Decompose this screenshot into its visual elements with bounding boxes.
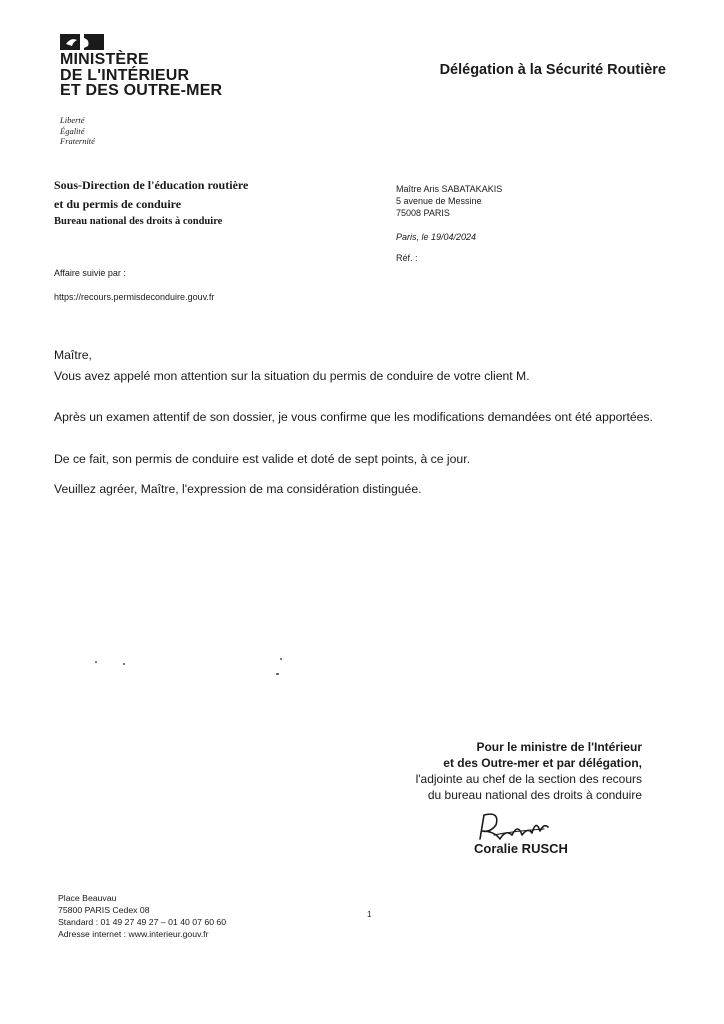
letter-date: Paris, le 19/04/2024 xyxy=(396,232,477,242)
motto-fraternite: Fraternité xyxy=(60,136,95,146)
recipient-street: 5 avenue de Messine xyxy=(396,196,482,206)
salutation: Maître, xyxy=(54,348,92,362)
ministry-name xyxy=(60,52,222,99)
scan-speck xyxy=(123,663,125,665)
ministry-line-2: DE L'INTÉRIEUR xyxy=(60,66,190,84)
bureau-name: Bureau national des droits à conduire xyxy=(54,216,223,227)
footer-address xyxy=(58,892,226,940)
scan-speck xyxy=(95,661,97,663)
republic-motto xyxy=(60,115,95,147)
affaire-label: Affaire suivie par : xyxy=(54,268,126,278)
motto-egalite: Égalité xyxy=(60,125,85,136)
paragraph-3: De ce fait, son permis de conduire est valide et doté de sept points, à ce jour. xyxy=(54,452,470,466)
motto-liberte: Liberté xyxy=(60,115,85,125)
footer-line-2: 75800 PARIS Cedex 08 xyxy=(58,905,150,915)
signature-line-1: Pour le ministre de l'Intérieur xyxy=(476,740,642,754)
subdirection-line-1: Sous-Direction de l'éducation routière xyxy=(54,178,249,192)
ministry-line-1: MINISTÈRE xyxy=(60,51,149,68)
recours-url: https://recours.permisdeconduire.gouv.fr xyxy=(54,292,215,302)
scan-speck xyxy=(280,658,282,660)
paragraph-4: Veuillez agréer, Maître, l'expression de ma considération distinguée. xyxy=(54,482,422,496)
signer-name: Coralie RUSCH xyxy=(474,841,568,856)
signature-block xyxy=(360,739,642,803)
signature-line-3: l'adjointe au chef de la section des recours xyxy=(415,772,642,786)
signature-line-2: et des Outre-mer et par délégation, xyxy=(443,756,642,770)
paragraph-2: Après un examen attentif de son dossier, je vous confirme que les modifications demandées ont été apportées. xyxy=(54,410,653,424)
delegation-title: Délégation à la Sécurité Routière xyxy=(439,62,666,78)
recipient-city: 75008 PARIS xyxy=(396,208,450,218)
reference-label: Réf. : xyxy=(396,253,418,263)
page-number: 1 xyxy=(367,910,372,919)
recipient-address xyxy=(396,183,502,219)
ministry-line-3: ET DES OUTRE-MER xyxy=(60,82,223,99)
subdirection-line-2: et du permis de conduire xyxy=(54,197,182,211)
sender-block xyxy=(54,176,248,230)
footer-line-1: Place Beauvau xyxy=(58,893,117,903)
scan-speck xyxy=(276,673,279,675)
footer-line-3: Standard : 01 49 27 49 27 – 01 40 07 60 60 xyxy=(58,917,227,927)
republic-logo-icon xyxy=(60,34,104,50)
signature-line-4: du bureau national des droits à conduire xyxy=(427,788,642,802)
handwritten-signature xyxy=(474,809,554,845)
paragraph-1: Vous avez appelé mon attention sur la situation du permis de conduire de votre client M. xyxy=(54,369,530,383)
footer-line-4: Adresse internet : www.interieur.gouv.fr xyxy=(58,929,209,939)
recipient-name: Maître Aris SABATAKAKIS xyxy=(396,184,503,194)
